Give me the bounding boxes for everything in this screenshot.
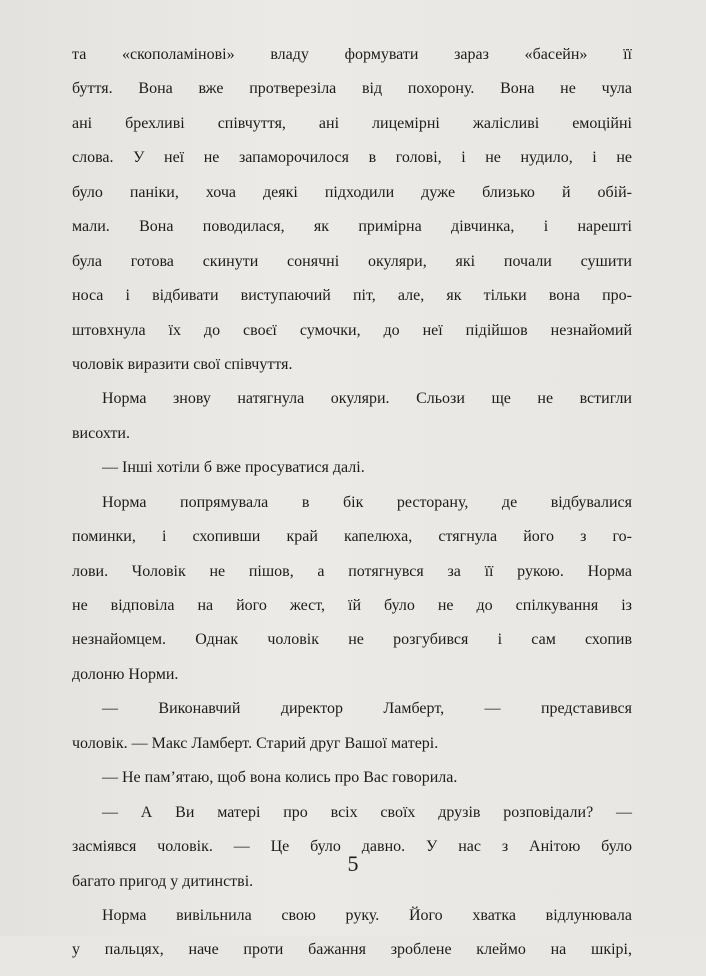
text-line: Норма попрямувала в бік ресторану, де відбувалися <box>102 493 632 511</box>
text-line: висохти. <box>72 424 130 442</box>
text-line: долоню Норми. <box>72 665 179 683</box>
text-line: була готова скинути сонячні окуляри, які почали сушити <box>72 252 632 270</box>
text-line: було паніки, хоча деякі підходили дуже близько й обій- <box>72 183 632 201</box>
page-number: 5 <box>347 851 359 876</box>
text-line: буття. Вона вже протверезіла від похорону. Вона не чула <box>72 80 632 98</box>
text-line: лови. Чоловік не пішов, а потягнувся за її рукою. Норма <box>72 562 632 580</box>
text-line: — Не пам’ятаю, щоб вона колись про Вас говорила. <box>102 769 458 787</box>
text-line: Норма вивільнила свою руку. Його хватка відлунювала <box>102 906 632 924</box>
text-line: — А Ви матері про всіх своїх друзів розповідали? — <box>102 803 632 821</box>
text-line: слова. У неї не запаморочилося в голові, і не нудило, і не <box>72 149 632 167</box>
text-line: — Інші хотіли б вже просуватися далі. <box>102 459 365 477</box>
text-line: мали. Вона поводилася, як примірна дівчинка, і нарешті <box>72 218 632 236</box>
text-line: штовхнула їх до своєї сумочки, до неї підійшов незнайомий <box>72 321 632 339</box>
text-line: ані брехливі співчуття, ані лицемірні жалісливі емоційні <box>72 114 632 132</box>
text-line: та «скополамінові» владу формувати зараз «басейн» її <box>72 46 632 63</box>
text-line: чоловік виразити свої співчуття. <box>72 355 293 373</box>
body-text <box>72 46 632 976</box>
text-line: носа і відбивати виступаючий піт, але, як тільки вона про- <box>72 287 632 305</box>
text-line: засміявся чоловік. — Це було давно. У нас з Анітою було <box>72 838 632 856</box>
text-line: у пальцях, наче проти бажання зроблене клеймо на шкірі, <box>72 941 632 959</box>
text-line: незнайомцем. Однак чоловік не розгубився і сам схопив <box>72 631 632 649</box>
text-line: поминки, і схопивши край капелюха, стягнула його з го- <box>72 528 632 546</box>
text-line: не відповіла на його жест, їй було не до спілкування із <box>72 597 632 614</box>
text-line: — Виконавчий директор Ламберт, — представився <box>102 700 632 718</box>
text-line: Норма знову натягнула окуляри. Сльози ще не встигли <box>102 390 632 408</box>
text-line: чоловік. — Макс Ламберт. Старий друг Вашої матері. <box>72 734 439 752</box>
text-line: багато пригод у дитинстві. <box>72 872 254 890</box>
